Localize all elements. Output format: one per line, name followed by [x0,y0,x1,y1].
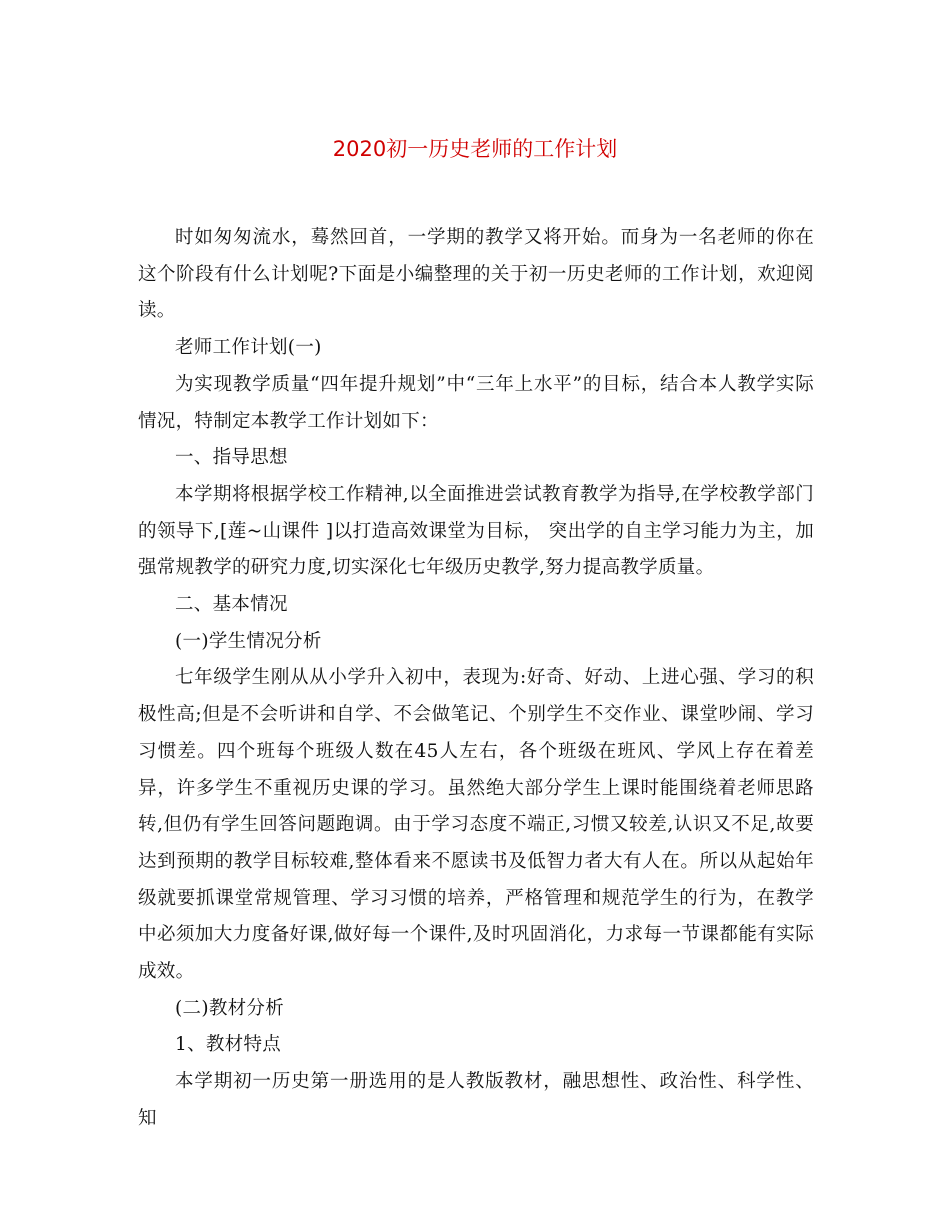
paragraph-guiding-idea: 本学期将根据学校工作精神,以全面推进尝试教育教学为指导,在学校教学部门的领导下,[莲~山课件 ]以打造高效课堂为目标， 突出学的自主学习能力为主，加强常规教学的研究力度,切实深化七年级历史教学,努力提高教学质量。 [138,483,814,579]
document-body [138,220,814,1138]
document-title: 2020初一历史老师的工作计划 [332,137,618,161]
heading-textbook-analysis: (二)教材分析 [175,997,285,1019]
heading-student-analysis: (一)学生情况分析 [175,630,322,652]
heading-plan-one: 老师工作计划(一) [175,337,322,359]
paragraph-student-analysis: 七年级学生刚从从小学升入初中，表现为:好奇、好动、上进心强、学习的积极性高;但是不会听讲和自学、不会做笔记、个别学生不交作业、课堂吵闹、学习习惯差。四个班每个班级人数在45人左右，各个班级在班风、学风上存在着差异，许多学生不重视历史课的学习。虽然绝大部分学生上课时能围绕着老师思路转,但仍有学生回答问题跑调。由于学习态度不端正,习惯又较差,认识又不足,故要达到预期的教学目标较难,整体看来不愿读书及低智力者大有人在。所以从起始年级就要抓课堂常规管理、学习习惯的培养，严格管理和规范学生的行为，在教学中必须加大力度备好课,做好每一个课件,及时巩固消化，力求每一节课都能有实际成效。 [138,667,814,983]
heading-guiding-idea: 一、指导思想 [175,447,288,469]
paragraph-purpose: 为实现教学质量“四年提升规划”中“三年上水平”的目标，结合本人教学实际情况，特制定本教学工作计划如下： [138,373,814,432]
heading-basic-situation: 二、基本情况 [175,594,288,616]
heading-textbook-features: 1、教材特点 [175,1034,282,1056]
paragraph-textbook-features: 本学期初一历史第一册选用的是人教版教材，融思想性、政治性、科学性、知 [138,1071,814,1129]
paragraph-intro: 时如匆匆流水，蓦然回首，一学期的教学又将开始。而身为一名老师的你在这个阶段有什么计划呢?下面是小编整理的关于初一历史老师的工作计划，欢迎阅读。 [138,227,814,322]
